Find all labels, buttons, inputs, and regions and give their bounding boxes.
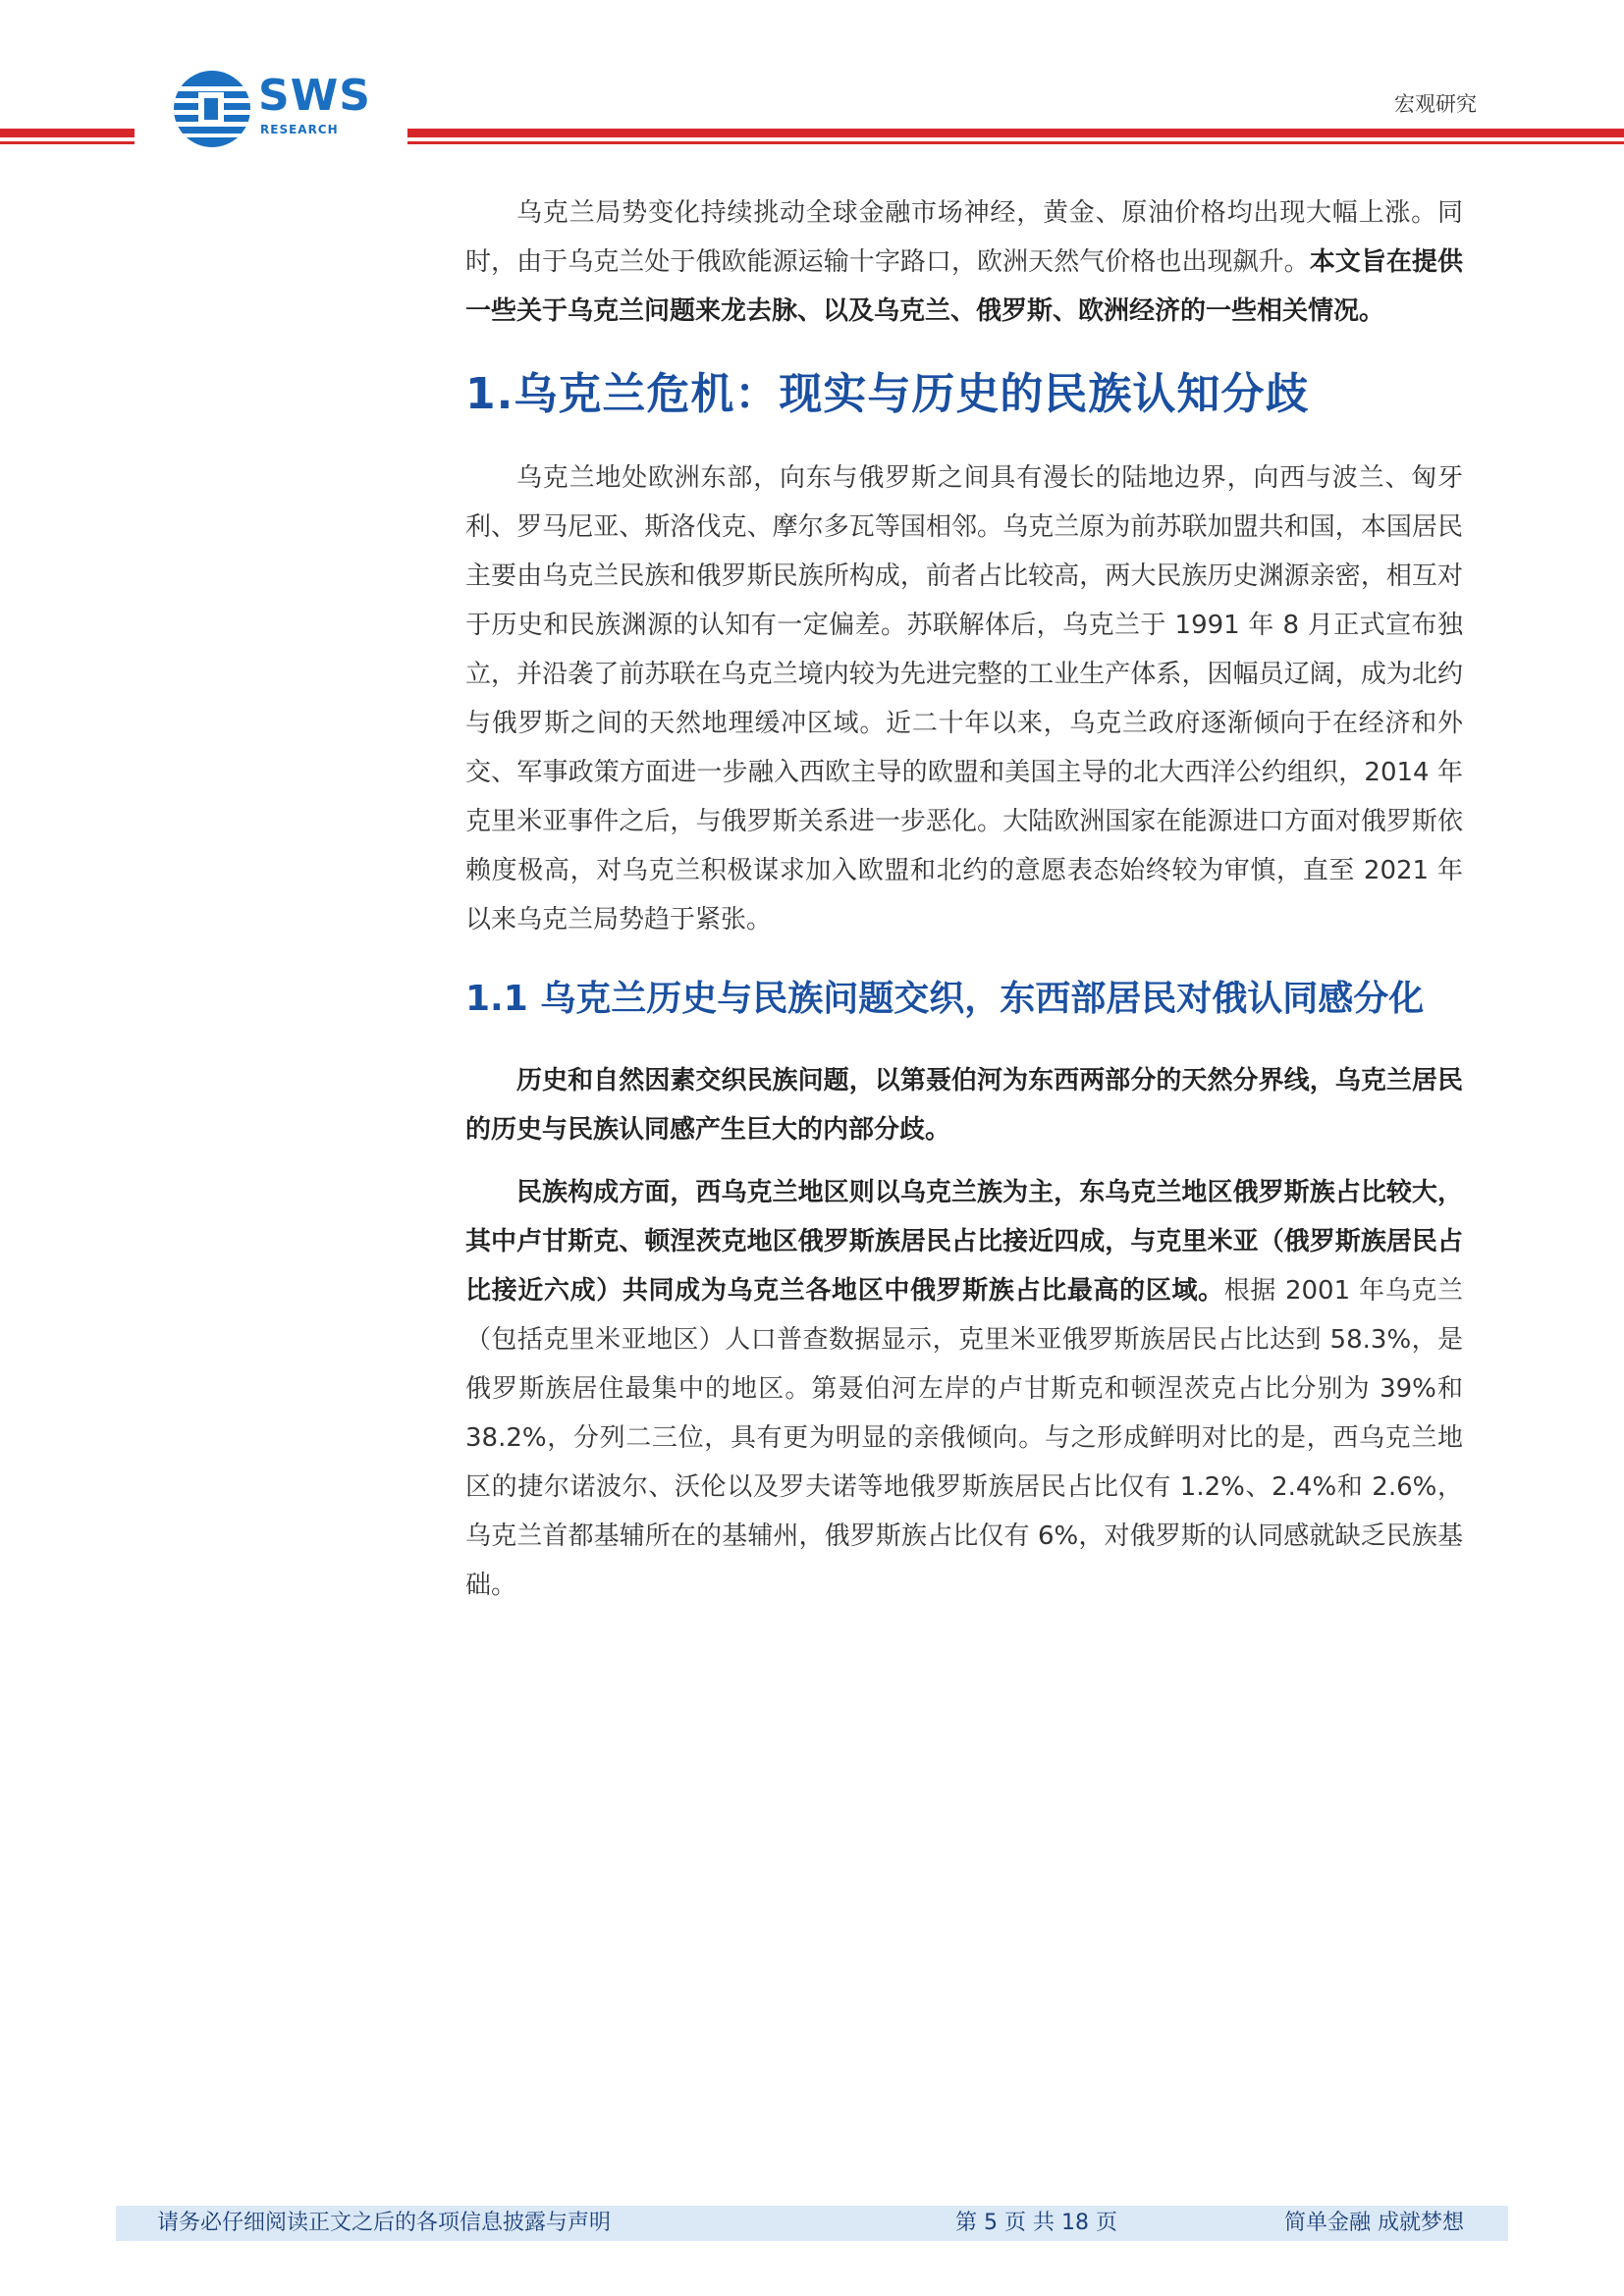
section-1-1-para-2-text: 根据 2001 年乌克兰（包括克里米亚地区）人口普查数据显示，克里米亚俄罗斯族居民占比达到 58.3%，是俄罗斯族居住最集中的地区。第聂伯河左岸的卢甘斯克和顿涅茨克占比分别为 39%和 38.2%，分列二三位，具有更为明显的亲俄倾向。与之形成鲜明对比的是，西乌克兰地区的捷尔诺波尔、沃伦以及罗夫诺等地俄罗斯族居民占比仅有 1.2%、2.4%和 2.6%，乌克兰首都基辅所在的基辅州，俄罗斯族占比仅有 6%，对俄罗斯的认同感就缺乏民族基础。 bbox=[465, 1276, 1463, 1600]
paragraph-gap bbox=[465, 1154, 1463, 1168]
section-1-1-heading: 1.1 乌克兰历史与民族问题交织，东西部居民对俄认同感分化 bbox=[465, 979, 1425, 1019]
sws-globe-icon bbox=[172, 69, 252, 149]
header-rule-right-thick bbox=[407, 129, 1624, 137]
page-footer bbox=[116, 2206, 1508, 2241]
header-rule-left-thick bbox=[0, 129, 135, 137]
section-1-heading: 1.乌克兰危机：现实与历史的民族认知分歧 bbox=[465, 369, 1310, 419]
footer-slogan: 简单金融 成就梦想 bbox=[1284, 2211, 1464, 2235]
intro-paragraph bbox=[465, 188, 1463, 336]
section-1-1-para-2-bold: 民族构成方面，西乌克兰地区则以乌克兰族为主，东乌克兰地区俄罗斯族占比较大，其中卢甘斯克、顿涅茨克地区俄罗斯族居民占比接近四成，与克里米亚（俄罗斯族居民占比接近六成）共同成为乌克兰各地区中俄罗斯族占比最高的区域。 bbox=[465, 1178, 1463, 1306]
logo-text: SWS bbox=[258, 71, 371, 121]
company-logo bbox=[172, 69, 383, 152]
logo-subtext: RESEARCH bbox=[260, 123, 339, 136]
section-1-1-para-1-bold: 历史和自然因素交织民族问题，以第聂伯河为东西两部分的天然分界线，乌克兰居民的历史与民族认同感产生巨大的内部分歧。 bbox=[465, 1066, 1463, 1145]
footer-disclaimer: 请务必仔细阅读正文之后的各项信息披露与声明 bbox=[157, 2211, 612, 2235]
section-1-paragraph: 乌克兰地处欧洲东部，向东与俄罗斯之间具有漫长的陆地边界，向西与波兰、匈牙利、罗马尼亚、斯洛伐克、摩尔多瓦等国相邻。乌克兰原为前苏联加盟共和国，本国居民主要由乌克兰民族和俄罗斯民族所构成，前者占比较高，两大民族历史渊源亲密，相互对于历史和民族渊源的认知有一定偏差。苏联解体后，乌克兰于 1991 年 8 月正式宣布独立，并沿袭了前苏联在乌克兰境内较为先进完整的工业生产体系，因幅员辽阔，成为北约与俄罗斯之间的天然地理缓冲区域。近二十年以来，乌克兰政府逐渐倾向于在经济和外交、军事政策方面进一步融入西欧主导的欧盟和美国主导的北大西洋公约组织，2014 年克里米亚事件之后，与俄罗斯关系进一步恶化。大陆欧洲国家在能源进口方面对俄罗斯依赖度极高，对乌克兰积极谋求加入欧盟和北约的意愿表态始终较为审慎，直至 2021 年以来乌克兰局势趋于紧张。 bbox=[465, 463, 1463, 934]
header-rule-left-thin bbox=[0, 141, 135, 144]
report-body bbox=[465, 188, 1463, 1610]
intro-bold-text: 本文旨在提供一些关于乌克兰问题来龙去脉、以及乌克兰、俄罗斯、欧洲经济的一些相关情况。 bbox=[465, 247, 1463, 326]
report-category: 宏观研究 bbox=[1394, 92, 1477, 116]
section-1-1-paragraph-2 bbox=[465, 1168, 1463, 1610]
header-rule-right-thin bbox=[407, 141, 1624, 144]
section-1-1-paragraph-1 bbox=[465, 1056, 1463, 1154]
footer-page-number: 第 5 页 共 18 页 bbox=[955, 2211, 1117, 2235]
intro-text: 乌克兰局势变化持续挑动全球金融市场神经，黄金、原油价格均出现大幅上涨。同时，由于乌克兰处于俄欧能源运输十字路口，欧洲天然气价格也出现飙升。 bbox=[465, 198, 1463, 277]
